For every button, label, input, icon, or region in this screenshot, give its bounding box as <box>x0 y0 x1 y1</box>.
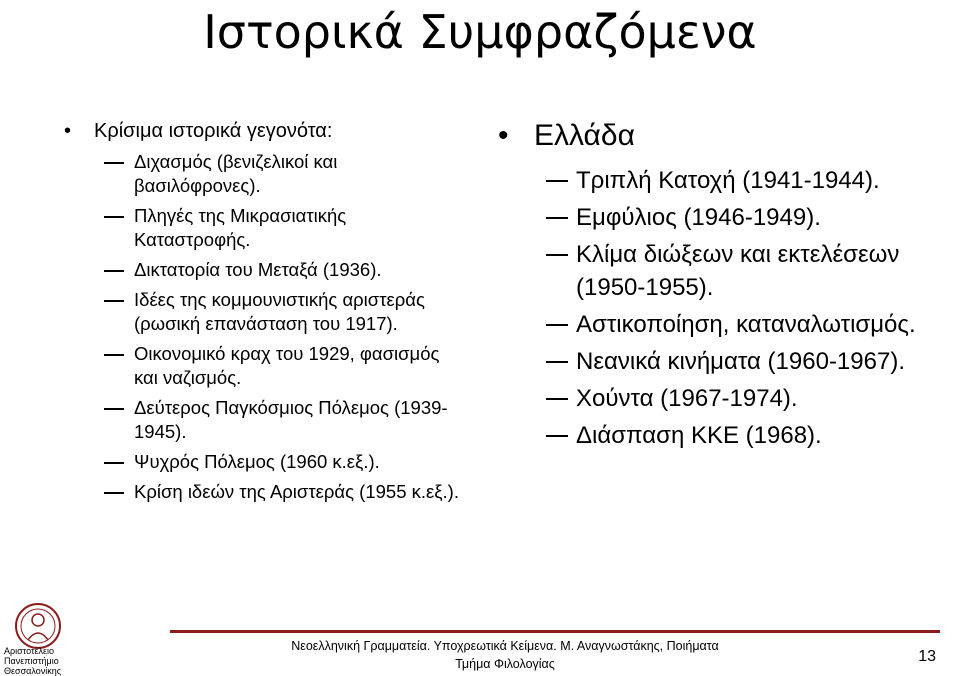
footer-rule <box>170 630 940 633</box>
footer-course: Νεοελληνική Γραμματεία. Υποχρεωτικά Κείμενα. Μ. Αναγνωστάκης, Ποιήματα <box>291 639 719 653</box>
list-item-text: Δεύτερος Παγκόσμιος Πόλεμος (1939-1945). <box>134 397 448 442</box>
right-column <box>498 118 918 456</box>
dash-icon <box>546 217 568 219</box>
logo-line: Θεσσαλονίκης <box>4 666 62 676</box>
bullet-icon: • <box>64 120 72 142</box>
list-item <box>498 238 918 304</box>
list-item-text: Ιδέες της κομμουνιστικής αριστεράς (ρωσική επανάσταση του 1917). <box>134 289 425 334</box>
list-item <box>64 150 464 198</box>
list-item-text: Διάσπαση ΚΚΕ (1968). <box>576 422 822 449</box>
right-sublist <box>498 164 918 452</box>
left-column <box>64 118 464 510</box>
list-item-text: Εμφύλιος (1946-1949). <box>576 204 821 231</box>
logo-line: Αριστοτέλειο <box>4 646 55 656</box>
dash-icon <box>546 180 568 182</box>
list-item-text: Ψυχρός Πόλεμος (1960 κ.εξ.). <box>134 451 380 472</box>
dash-icon <box>546 254 568 256</box>
right-bullet <box>498 118 918 154</box>
dash-icon <box>104 354 124 356</box>
list-item-text: Κρίση ιδεών της Αριστεράς (1955 κ.εξ.). <box>134 481 459 502</box>
dash-icon <box>546 361 568 363</box>
dash-icon <box>546 435 568 437</box>
left-bullet <box>64 118 464 144</box>
list-item-text: Αστικοποίηση, καταναλωτισμός. <box>576 311 916 338</box>
list-item <box>64 342 464 390</box>
list-item <box>498 164 918 197</box>
dash-icon <box>104 462 124 464</box>
university-name <box>4 646 84 676</box>
list-item <box>64 480 464 504</box>
right-heading: Ελλάδα <box>534 119 635 152</box>
logo-line: Πανεπιστήμιο <box>4 656 59 666</box>
list-item-text: Διχασμός (βενιζελικοί και βασιλόφρονες). <box>134 151 338 196</box>
dash-icon <box>546 324 568 326</box>
list-item <box>64 396 464 444</box>
list-item-text: Νεανικά κινήματα (1960-1967). <box>576 348 905 375</box>
list-item-text: Πληγές της Μικρασιατικής Καταστροφής. <box>134 205 347 250</box>
list-item <box>64 450 464 474</box>
list-item <box>64 258 464 282</box>
list-item <box>498 419 918 452</box>
page-number: 13 <box>918 648 936 665</box>
list-item-text: Οικονομικό κραχ του 1929, φασισμός και ναζισμός. <box>134 343 440 388</box>
list-item <box>498 345 918 378</box>
dash-icon <box>104 408 124 410</box>
left-heading: Κρίσιμα ιστορικά γεγονότα: <box>94 120 333 142</box>
list-item <box>498 308 918 341</box>
list-item <box>64 288 464 336</box>
left-sublist <box>64 150 464 504</box>
list-item <box>498 382 918 415</box>
dash-icon <box>104 216 124 218</box>
dash-icon <box>104 300 124 302</box>
footer-department: Τμήμα Φιλολογίας <box>455 657 555 671</box>
list-item-text: Χούντα (1967-1974). <box>576 385 798 412</box>
list-item <box>64 204 464 252</box>
slide-title: Ιστορικά Συμφραζόμενα <box>203 5 757 59</box>
list-item-text: Κλίμα διώξεων και εκτελέσεων (1950-1955). <box>576 241 900 301</box>
list-item <box>498 201 918 234</box>
dash-icon <box>546 398 568 400</box>
list-item-text: Δικτατορία του Μεταξά (1936). <box>134 259 382 280</box>
dash-icon <box>104 162 124 164</box>
list-item-text: Τριπλή Κατοχή (1941-1944). <box>576 167 880 194</box>
bullet-icon: • <box>498 119 509 152</box>
dash-icon <box>104 270 124 272</box>
dash-icon <box>104 492 124 494</box>
